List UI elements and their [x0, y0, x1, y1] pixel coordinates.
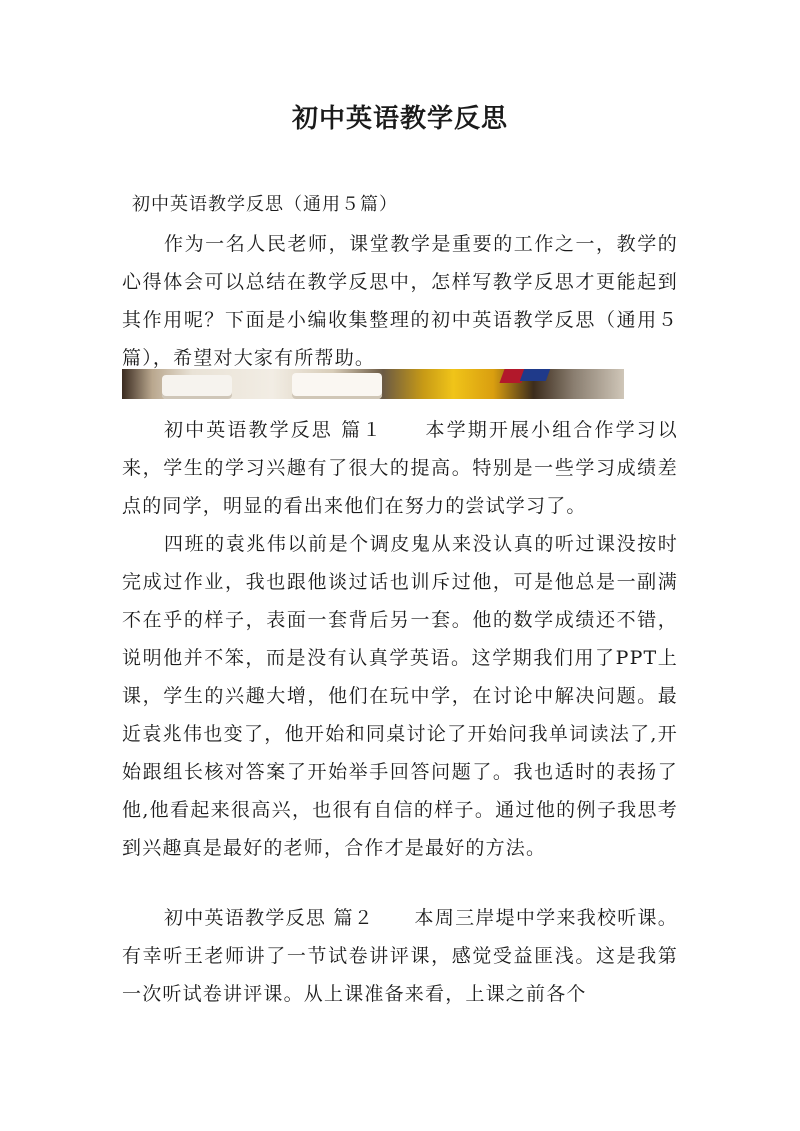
document-title: 初中英语教学反思 — [291, 104, 508, 134]
document-subtitle: 初中英语教学反思（通用５篇） — [132, 194, 398, 215]
keyboard-photo-strip — [122, 369, 624, 399]
keyboard-key-image — [292, 373, 382, 399]
paragraph-body: 四班的袁兆伟以前是个调皮鬼从来没认真的听过课没按时完成过作业，我也跟他谈过话也训斥过他，可是他总是一副满不在乎的样子，表面一套背后另一套。他的数学成绩还不错，说明他并不笨，而是没有认真学英语。这学期我们用了PPT上课，学生的兴趣大增，他们在玩中学，在讨论中解决问题。最近袁兆伟也变了，他开始和同桌讨论了开始问我单词读法了,开始跟组长核对答案了开始举手回答问题了。我也适时的表扬了他,他看起来很高兴，也很有自信的样子。通过他的例子我思考到兴趣真是最好的老师，合作才是最好的方法。 — [122, 533, 678, 859]
paragraph-section-1: 初中英语教学反思 篇１ 本学期开展小组合作学习以来，学生的学习兴趣有了很大的提高。特别是一些学习成绩差点的同学，明显的看出来他们在努力的尝试学习了。 — [122, 419, 678, 517]
intro-paragraph: 作为一名人民老师，课堂教学是重要的工作之一，教学的心得体会可以总结在教学反思中，怎样写教学反思才更能起到其作用呢？下面是小编收集整理的初中英语教学反思（通用５篇），希望对大家有所帮助。 — [122, 233, 678, 369]
keyboard-key-image — [162, 375, 232, 399]
paragraph-section-2: 初中英语教学反思 篇２ 本周三岸堤中学来我校听课。有幸听王老师讲了一节试卷讲评课，感觉受益匪浅。这是我第一次听试卷讲评课。从上课准备来看，上课之前各个 — [122, 907, 678, 1005]
flag-image — [520, 369, 550, 381]
